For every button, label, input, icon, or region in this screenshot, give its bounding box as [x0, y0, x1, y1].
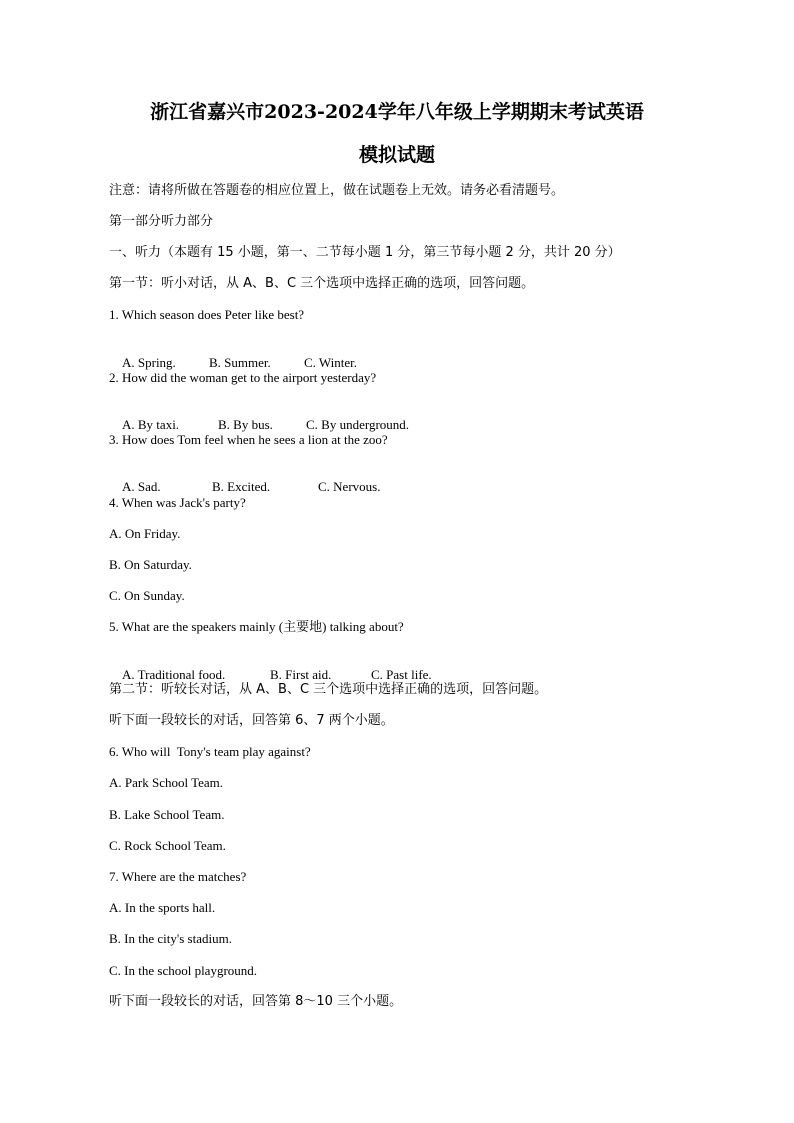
exam-subtitle: 模拟试题 — [358, 144, 435, 166]
question-4: 4. When was Jack's party? — [109, 495, 246, 510]
section2-instruction: 第二节：听较长对话，从 A、B、C 三个选项中选择正确的选项，回答问题。 — [109, 682, 548, 697]
option-b: B. First aid. — [270, 667, 332, 682]
question-6-option-b: B. Lake School Team. — [109, 807, 225, 822]
question-7-option-b: B. In the city's stadium. — [109, 931, 232, 946]
question-6-option-a: A. Park School Team. — [109, 775, 224, 790]
section1-instruction: 第一节：听小对话，从 A、B、C 三个选项中选择正确的选项，回答问题。 — [109, 276, 535, 291]
question-7-option-c: C. In the school playground. — [109, 963, 258, 978]
question-2: 2. How did the woman get to the airport yesterday? — [109, 370, 377, 385]
question-4-option-c: C. On Sunday. — [109, 588, 185, 603]
option-c: C. Past life. — [371, 667, 432, 682]
question-4-option-b: B. On Saturday. — [109, 557, 192, 572]
question-6: 6. Who will Tony's team play against? — [109, 744, 311, 759]
question-3: 3. How does Tom feel when he sees a lion at the zoo? — [109, 432, 388, 447]
option-a: A. Sad. — [122, 479, 161, 494]
option-a: A. Traditional food. — [122, 667, 226, 682]
option-b: B. By bus. — [218, 417, 273, 432]
exam-title: 浙江省嘉兴市2023-2024学年八年级上学期期末考试英语 — [150, 101, 644, 123]
section-listening-heading: 一、听力（本题有 15 小题，第一、二节每小题 1 分，第三节每小题 2 分，共计 20 分） — [109, 245, 621, 260]
question-4-option-a: A. On Friday. — [109, 526, 181, 541]
question-5: 5. What are the speakers mainly (主要地) talking about? — [109, 619, 404, 634]
option-a: A. Spring. — [122, 355, 176, 370]
option-c: C. Nervous. — [318, 479, 381, 494]
dialogue-2-intro: 听下面一段较长的对话，回答第 8～10 三个小题。 — [109, 994, 403, 1009]
option-c: C. By underground. — [306, 417, 410, 432]
notice-text: 注意：请将所做在答题卷的相应位置上，做在试题卷上无效。请务必看清题号。 — [109, 183, 565, 198]
question-7: 7. Where are the matches? — [109, 869, 247, 884]
option-a: A. By taxi. — [122, 417, 180, 432]
question-7-option-a: A. In the sports hall. — [109, 900, 216, 915]
question-6-option-c: C. Rock School Team. — [109, 838, 226, 853]
part-heading: 第一部分听力部分 — [109, 214, 214, 229]
option-b: B. Excited. — [212, 479, 271, 494]
question-1: 1. Which season does Peter like best? — [109, 307, 305, 322]
option-b: B. Summer. — [209, 355, 271, 370]
option-c: C. Winter. — [304, 355, 358, 370]
dialogue-1-intro: 听下面一段较长的对话，回答第 6、7 两个小题。 — [109, 713, 394, 728]
